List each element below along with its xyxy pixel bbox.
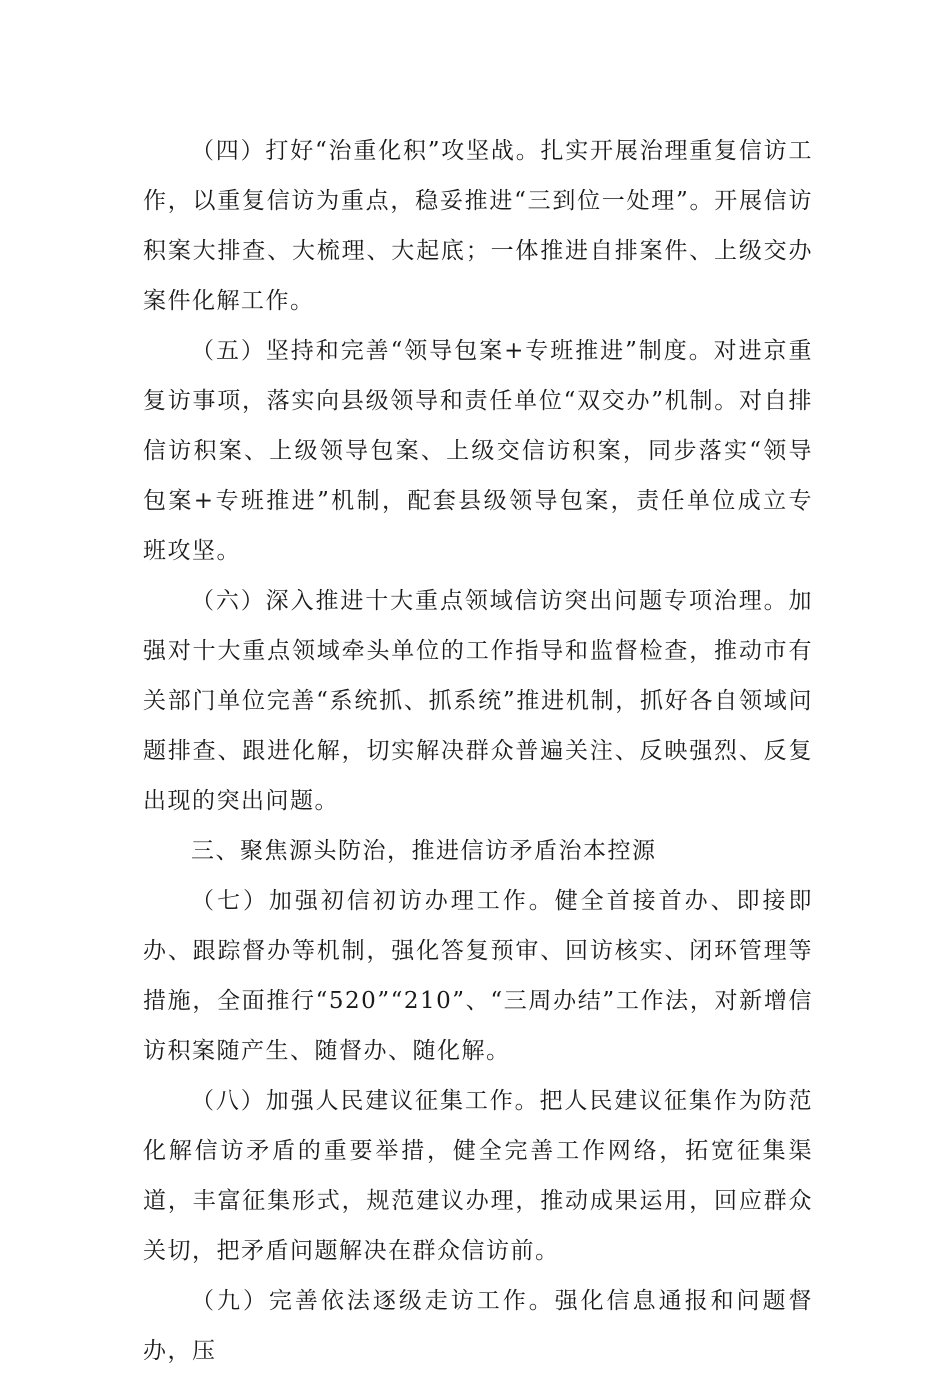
paragraph-9: （九）完善依法逐级走访工作。强化信息通报和问题督办，压 (143, 1288, 813, 1364)
paragraph-7: （七）加强初信初访办理工作。健全首接首办、即接即办、跟踪督办等机制，强化答复预审、回访核实、闭环管理等措施，全面推行“520”“210”、“三周办结”工作法，对新增信访积案随产生、随督办、随化解。 (143, 888, 813, 1064)
paragraph-6: （六）深入推进十大重点领域信访突出问题专项治理。加强对十大重点领域牵头单位的工作指导和监督检查，推动市有关部门单位完善“系统抓、抓系统”推进机制，抓好各自领域问题排查、跟进化解，切实解决群众普遍关注、反映强烈、反复出现的突出问题。 (143, 588, 813, 814)
section-heading-3: 三、聚焦源头防治，推进信访矛盾治本控源 (191, 838, 657, 864)
paragraph-8: （八）加强人民建议征集工作。把人民建议征集作为防范化解信访矛盾的重要举措，健全完善工作网络，拓宽征集渠道，丰富征集形式，规范建议办理，推动成果运用，回应群众关切，把矛盾问题解决在群众信访前。 (143, 1088, 813, 1264)
paragraph-5: （五）坚持和完善“领导包案+专班推进”制度。对进京重复访事项，落实向县级领导和责任单位“双交办”机制。对自排信访积案、上级领导包案、上级交信访积案，同步落实“领导包案+专班推进”机制，配套县级领导包案，责任单位成立专班攻坚。 (143, 338, 813, 564)
paragraph-4: （四）打好“治重化积”攻坚战。扎实开展治理重复信访工作，以重复信访为重点，稳妥推进“三到位一处理”。开展信访积案大排查、大梳理、大起底；一体推进自排案件、上级交办案件化解工作。 (143, 138, 813, 314)
document-body (143, 126, 813, 1376)
